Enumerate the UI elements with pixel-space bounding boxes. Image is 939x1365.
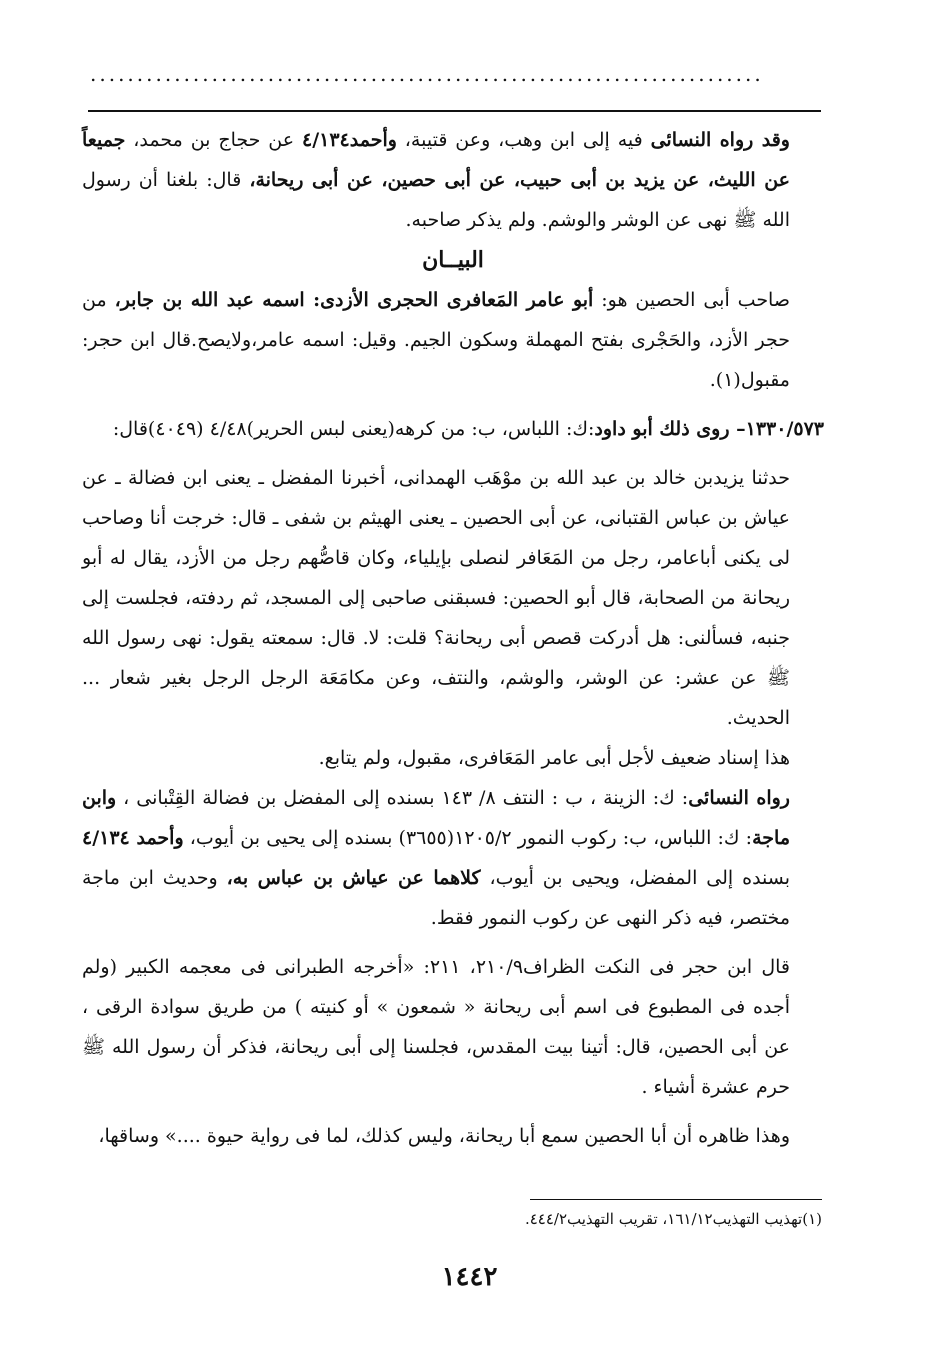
paragraph-takhrij [82, 778, 824, 938]
text-bold: جميعاً عن الليث، عن يزيد بن أبى حبيب، عن أبى حصين، عن أبى ريحانة، [82, 129, 790, 191]
text-span: صاحب أبى الحصين هو: [593, 289, 790, 311]
text-bold: أبو عامر المَعافرى الحجرى الأزدى: اسمه عبد الله بن جابر، [114, 289, 594, 311]
text-span: من حجر الأزد، والحَجْرى بفتح المهملة وسكون الجيم. وقيل: اسمه عامر،ولايصح.قال ابن حجر: مقبول [82, 289, 790, 391]
text-span: وحديث ابن ماجة مختصر، فيه ذكر النهى عن ركوب النمور فقط. [82, 867, 790, 929]
header-rule [88, 110, 821, 112]
footnote: (١)تهذيب التهذيب١٦١/١٢، تقريب التهذيب٤٤٤/٢. [524, 1210, 822, 1228]
section-heading: البيــان [422, 247, 484, 273]
paragraph-hadith-number [82, 409, 824, 449]
text-bold: كلاهما عن عياش بن عباس به، [226, 867, 481, 889]
text-span: بسنده إلى المفضل، ويحيى بن أيوب، [480, 867, 791, 889]
paragraph-sahib [82, 280, 824, 400]
footnote-rule [530, 1199, 822, 1200]
hadith-number: ١٣٣٠/٥٧٣– روى ذلك أبو داود [594, 418, 824, 440]
header-dotted-line: ........................................................................ [90, 62, 764, 86]
text-span: :ك: اللباس، ب: من كرهه(يعنى لبس الحرير)٤/٤٨ (٤٠٤٩)قال: [112, 418, 595, 440]
paragraph-ibn-hajar: قال ابن حجر فى النكت الظراف٢١٠/٩، ٢١١: «أخرجه الطبرانى فى معجمه الكبير (ولم أجده فى المطبوع فى اسم أبى ريحانة « شمعون » أو كنيته ) من طريق سوادة الرقى ، عن أبى الحصين، قال: أتينا بيت المقدس، فجلسنا إلى أبى ريحانة، فذكر أن رسول الله ﷺ حرم عشرة أشياء . [82, 956, 790, 1098]
main-text [82, 120, 824, 1156]
text-span: : ك: اللباس، ب: ركوب النمور ١٢٠٥/٢(٣٦٥٥) بسنده إلى يحيى بن أيوب، [183, 827, 753, 849]
paragraph-riwaya [82, 120, 824, 240]
page-number: ١٤٤٢ [441, 1262, 498, 1292]
text-span: قال: بلغنا أن رسول الله ﷺ نهى عن الوشر والوشم. ولم يذكر صاحبه. [82, 169, 790, 231]
text-bold: وأحمد ٤/١٣٤ [82, 827, 184, 849]
text-bold: وقد رواه النسائى [650, 129, 790, 151]
footnote-ref: (١). [709, 369, 741, 391]
text-bold: وأحمد٤/١٣٤ [301, 129, 397, 151]
text-span: : ك: الزينة ، ب : النتف ٨/ ١٤٣ بسنده إلى المفضل بن فضالة القِتْبانى ، [116, 787, 689, 809]
text-span: فيه إلى ابن وهب، وعن قتيبة، [396, 129, 651, 151]
text-span: عن حجاج بن محمد، [125, 129, 302, 151]
text-bold: وابن ماجة [82, 787, 790, 849]
text-bold: رواه النسائى [688, 787, 790, 809]
paragraph-grading: هذا إسناد ضعيف لأجل أبى عامر المَعَافرى، مقبول، ولم يتابع. [318, 747, 790, 769]
paragraph-sanad: حدثنا يزيدبن خالد بن عبد الله بن موْهَب الهمدانى، أخبرنا المفضل ـ يعنى ابن فضالة ـ عن عياش بن عباس القتبانى، عن أبى الحصين ـ يعنى الهيثم بن شفى ـ قال: خرجت أنا وصاحب لى يكنى أباعامر، رجل من المَعَافر لنصلى بإيلياء، وكان قاصُّهم رجل من الأزد، يقال له أبو ريحانة من الصحابة، قال أبو الحصين: فسبقنى صاحبى إلى المسجد، ثم ردفته، فجلست إلى جنبه، فسألنى: هل أدركت قصص أبى ريحانة؟ قلت: لا. قال: سمعته يقول: نهى رسول الله ﷺ عن عشر: عن الوشر، والوشم، والنتف، وعن مكامَعَة الرجل الرجل بغير شعار ... الحديث. [82, 467, 790, 729]
paragraph-conclusion: وهذا ظاهره أن أبا الحصين سمع أبا ريحانة، وليس كذلك، لما فى رواية حيوة ....» وساقها، [98, 1125, 790, 1147]
